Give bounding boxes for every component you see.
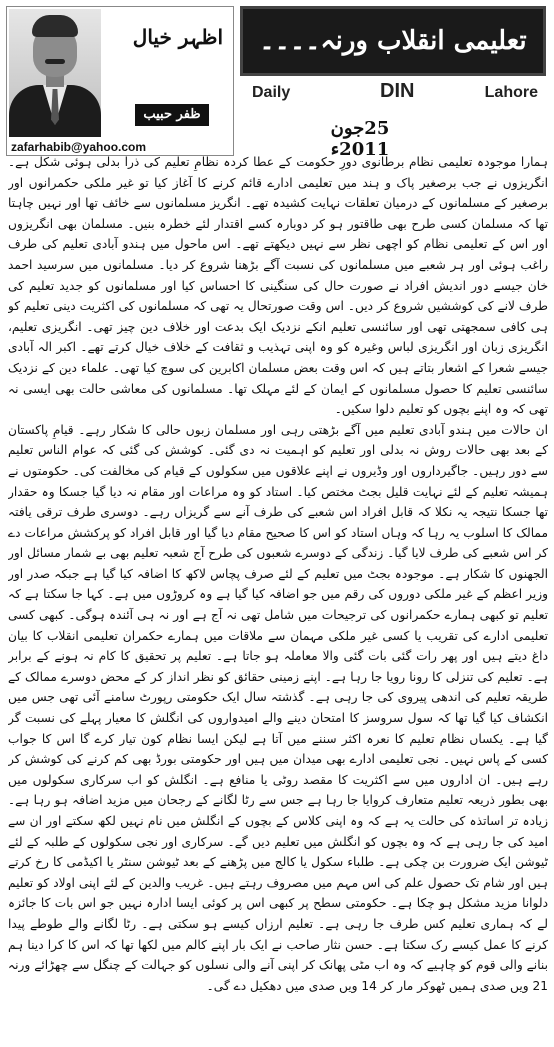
author-header-box <box>6 6 234 156</box>
article-paragraph-1: ہمارا موجودہ تعلیمی نظام برطانوی دورِ حکومت کے عطا کردہ نظامِ تعلیم کی ذرا بدلی ہوئی شکل ہے۔ انگریزوں نے جب برصغیر پاک و ہند میں تعلیمی ادارے قائم کرنے کا آغاز کیا تو غیر ملکی حکمرانوں اور برصغیر کے مسلمانوں کے درمیان تعلقات نہایت کشیدہ تھے۔ انگریز مسلمانوں سے خائف تھا اور نہیں چاہتا تھا کہ مسلمان کسی طرح بھی طاقتور ہو کر دوبارہ کسے اقتدار لئے خطرہ بنیں۔ مسلمان بھی انگریزوں اور اس کے تعلیمی نظام کو اچھی نظر سے نہیں دیکھتے تھے۔ اس ماحول میں ہندو آبادی تعلیم کی طرف راغب ہوئی اور ہر شعبے میں مسلمانوں کی نسبت آگے بڑھنا شروع کر دیا۔ مسلمانوں میں سرسید احمد خان جیسے دور اندیش افراد نے صورت حال کی سنگینی کا احساس کیا اور مسلمانوں کو جدید تعلیم کی طرف لانے کی کوششیں شروع کر دیں۔ اس وقت صورتحال یہ تھی کہ مسلمانوں کی اکثریت دینی تعلیم کو ہی کافی سمجھتی تھی اور سائنسی تعلیم انکے نزدیک ایک بدعت اور خلاف دین چیز تھی۔ انگریزی تعلیم، انگریزی زبان اور انگریزی لباس وغیرہ کو وہ اپنی تہذیب و ثقافت کے خلاف خیال کرتے تھے۔ اکبر الہ آبادی جیسے شعرا کے اشعار بتاتے ہیں کہ اس وقت بعض مسلمان اکابرین کی سوچ کیا تھی۔ علماء دین کے نزدیک سائنسی تعلیم کا حصول مسلمانوں کے ایمان کے لئے مہلک تھا۔ مسلمانوں کی معاشی حالت بھی ایسی نہ تھی کہ وہ اپنے بچوں کو تعلیم دلوا سکیں۔ <box>8 155 548 417</box>
masthead-city: Lahore <box>484 84 538 101</box>
article-paragraph-2: ان حالات میں ہندو آبادی تعلیم میں آگے بڑھتی رہی اور مسلمان زبوں حالی کا شکار رہے۔ قیامِ پاکستان کے بعد بھی حالات روش نہ بدلی اور تعلیم کو اہمیت نہ دی گئی۔ کوشش کی گئی کہ عوام الناس تعلیم سے دور رہیں۔ جاگیرداروں اور وڈیروں نے اپنے علاقوں میں سکولوں کے قیام کی مخالفت کی۔ حکومتوں نے ہمیشہ تعلیم کے لئے نہایت قلیل بجٹ مختص کیا۔ استاد کو وہ مراعات اور مقام نہ دیا گیا جسکا وہ حقدار تھا جسکا نتیجہ یہ نکلا کہ قابل افراد اس شعبے کی طرف آنے سے گریزاں رہے۔ دوسری طرف ترقی یافتہ ممالک کا اسلوب یہ رہا کہ وہاں استاد کو اس کا صحیح مقام دیا گیا اور قابل افراد کو پرکشش مراعات دے کر اس شعبے کی طرف لایا گیا۔ زندگی کے دوسرے شعبوں کی طرح آج شعبہ تعلیم بھی بے شمار مسائل اور الجھنوں کا شکار ہے۔ موجودہ بجٹ میں تعلیم کے لئے صرف پچاس لاکھ کا اضافہ کیا گیا ہے جبکہ صدر اور وزیر اعظم کے غیر ملکی دوروں کی رقم میں جو اضافہ کیا گیا ہے وہ کروڑوں میں ہے۔ کہا جا سکتا ہے کہ تعلیم تو کبھی ہمارے حکمرانوں کی ترجیحات میں شامل تھی نہ آج ہے اور نہ ہی آئندہ ہوگی۔ کبھی کسی تعلیمی ادارے کی تقریب یا کسی غیر ملکی مہمان سے ملاقات میں ہمارے حکمران تعلیمی انقلاب کا بیان داغ دیتے ہیں اور پھر رات گئی بات گئی والا معاملہ ہو جاتا ہے۔ تعلیم پر تحقیق کا کام نہ ہونے کے برابر ہے۔ تعلیم کی تنزلی کا رونا رویا جا رہا ہے۔ اپنے زمینی حقائق کو نظر انداز کر کے محض دوسرے ممالک کے طریقہ تعلیم کی اندھی پیروی کی جا رہی ہے۔ گذشتہ سال ایک حکومتی رپورٹ سامنے آئی تھی جس میں انکشاف کیا گیا تھا کہ سول سروسز کا امتحان دینے والے امیدواروں کی انگلش کا معیار پہلے کی نسبت گر گیا ہے۔ یکساں نظام تعلیم کا نعرہ اکثر سننے میں آتا ہے لیکن ایسا نظام کون تیار کرے گا اس کا جواب کسی کے پاس نہیں۔ نجی تعلیمی ادارے بھی میدان میں ہیں اور حکومتی بورڈ بھی کم کرنے کی کوشش کر رہے ہیں۔ ان اداروں میں سے اکثریت کا مقصد روٹی یا منافع ہے۔ انگلش کو اب سرکاری سکولوں میں بھی بطور ذریعہ تعلیم متعارف کروایا جا رہا ہے جس سے رٹا لگانے کے رجحان میں مزید اضافہ ہو رہا ہے۔ زیادہ تر اساتذہ کی حالت یہ ہے کہ وہ اپنی کلاس کے بچوں کے انگلش میں نام نہیں لکھ سکتے اور ان سے امید کی جا رہی ہے کہ وہ بچوں کو انگلش میں تعلیم دیں گے۔ سرکاری اور نجی سکولوں کے طلبہ کے لئے ٹیوشن ایک ضرورت بن چکی ہے۔ طلباء سکول یا کالج میں پڑھنے کے بعد ٹیوشن سنٹر یا اکیڈمی کا رخ کرتے ہیں اور شام تک حصول علم کی اس مہم میں مصروف رہتے ہیں۔ غریب والدین کے لئے اپنی اولاد کو تعلیم دلوانا مزید مشکل ہو چکا ہے۔ حکومتی سطح پر کبھی اس پر کوئی ایسا ادارہ نہیں جو اس بات کا جائزہ لے کہ ہماری تعلیم کس طرف جا رہی ہے۔ تعلیم ارزاں کیسے ہو سکتی ہے۔ رٹا لگانے والے طوطے پیدا کرنے کا عمل کیسے رک سکتا ہے۔ حسن نثار صاحب نے ایک بار اپنے کالم میں لکھا تھا کہ اس کا کرا دینا ہم بنانے والی قوم کو چاہیے کہ وہ اب مٹی پھانک کر اپنی آنے والی نسلوں کو جہالت کے چنگل سے چھڑائے ورنہ 21 ویں صدی ہمیں ٹھوکر مار کر 14 ویں صدی میں دھکیل دے گی۔ <box>8 422 548 993</box>
column-name-logo: اظہر خیال <box>132 25 223 49</box>
author-photo <box>9 9 101 137</box>
masthead-name: DIN <box>380 80 415 102</box>
column-title: تعلیمی انقلاب ورنہ۔۔۔۔ <box>240 6 546 76</box>
article-body <box>8 152 548 1042</box>
author-byline: ظفر حبیب <box>135 104 209 126</box>
masthead-daily: Daily <box>252 84 291 101</box>
publication-date: 25جون 2011ء <box>330 118 390 160</box>
author-email: zafarhabib@yahoo.com <box>11 140 147 154</box>
newspaper-masthead <box>244 80 542 106</box>
